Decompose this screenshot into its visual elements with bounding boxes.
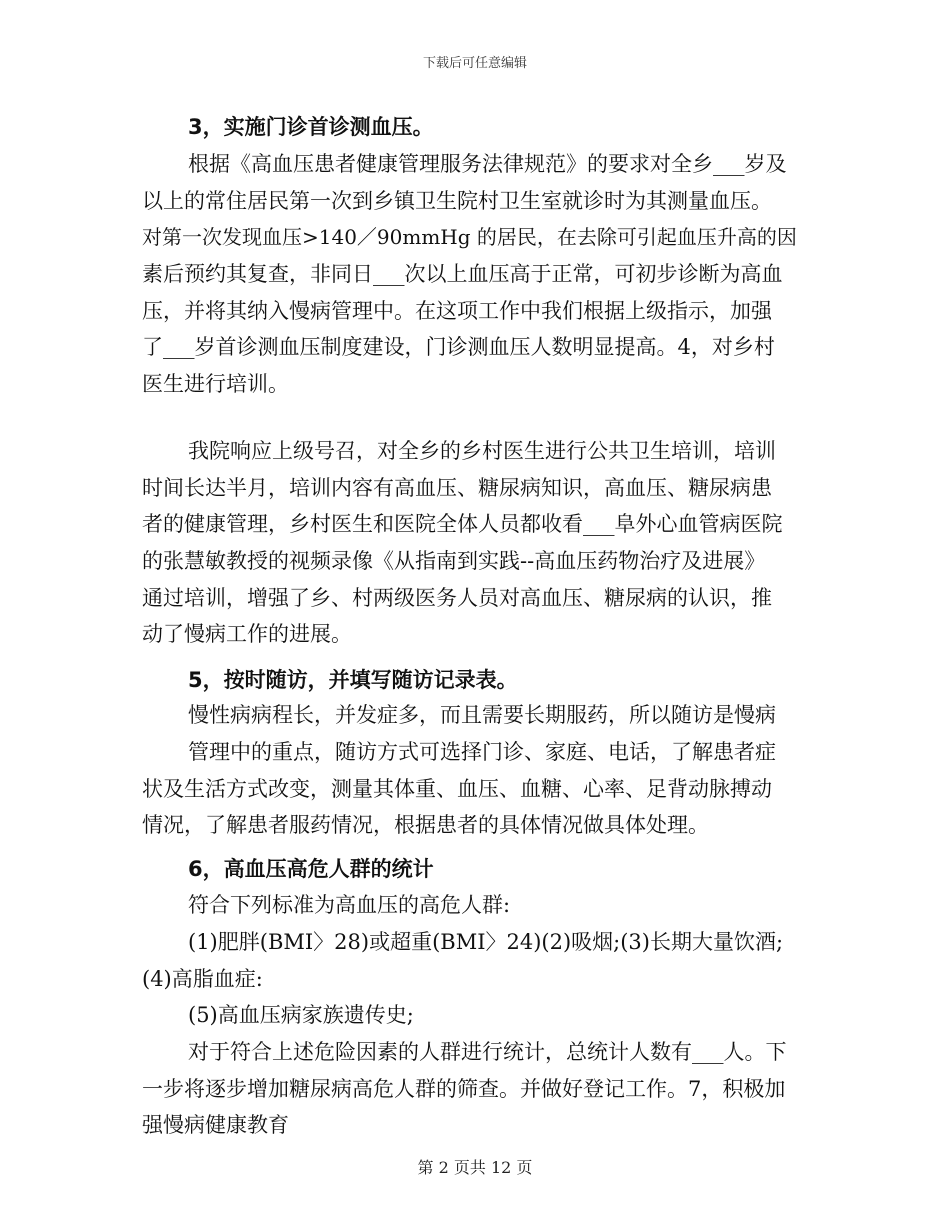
paragraph-line: 医生进行培训。: [142, 372, 289, 396]
paragraph-line: 以上的常住居民第一次到乡镇卫生院村卫生室就诊时为其测量血压。: [142, 189, 772, 213]
page-header: 下载后可任意编辑: [422, 56, 527, 71]
section-heading-5: 5，按时随访，并填写随访记录表。: [188, 668, 518, 692]
paragraph-line: (1)肥胖(BMI〉28)或超重(BMI〉24)(2)吸烟;(3)长期大量饮酒;: [188, 930, 784, 954]
paragraph-line: 符合下列标准为高血压的高危人群:: [188, 893, 511, 917]
paragraph-line: 管理中的重点，随访方式可选择门诊、家庭、电话，了解患者症: [188, 740, 776, 764]
paragraph-line: 我院响应上级号召，对全乡的乡村医生进行公共卫生培训，培训: [188, 439, 776, 463]
paragraph-line: 状及生活方式改变，测量其体重、血压、血糖、心率、足背动脉搏动: [142, 777, 772, 801]
paragraph-line: 了___岁首诊测血压制度建设，门诊测血压人数明显提高。4，对乡村: [142, 335, 775, 359]
page-footer: 第 2 页共 12 页: [417, 1158, 533, 1177]
paragraph-line: 动了慢病工作的进展。: [142, 622, 352, 646]
paragraph-line: 对第一次发现血压>140／90mmHg 的居民，在去除可引起血压升高的因: [142, 225, 797, 249]
paragraph-line: 素后预约其复查，非同日___次以上血压高于正常，可初步诊断为高血: [142, 262, 783, 286]
section-heading-6: 6，高血压高危人群的统计: [188, 857, 434, 881]
paragraph-line: 一步将逐步增加糖尿病高危人群的筛查。并做好登记工作。7，积极加: [142, 1077, 786, 1101]
paragraph-line: 强慢病健康教育: [142, 1113, 289, 1137]
paragraph-line: 压，并将其纳入慢病管理中。在这项工作中我们根据上级指示，加强: [142, 299, 772, 323]
paragraph-line: (4)高脂血症:: [142, 967, 263, 991]
paragraph-line: (5)高血压病家族遗传史;: [188, 1003, 414, 1027]
paragraph-line: 的张慧敏教授的视频录像《从指南到实践--高血压药物治疗及进展》: [142, 549, 766, 573]
paragraph-line: 通过培训，增强了乡、村两级医务人员对高血压、糖尿病的认识，推: [142, 586, 772, 610]
paragraph-line: 情况，了解患者服药情况，根据患者的具体情况做具体处理。: [142, 813, 709, 837]
paragraph-line: 慢性病病程长，并发症多，而且需要长期服药，所以随访是慢病: [188, 703, 776, 727]
section-heading-3: 3，实施门诊首诊测血压。: [188, 115, 434, 139]
paragraph-line: 者的健康管理，乡村医生和医院全体人员都收看___阜外心血管病医院: [142, 512, 783, 536]
paragraph-line: 对于符合上述危险因素的人群进行统计，总统计人数有___人。下: [188, 1040, 787, 1064]
paragraph-line: 根据《高血压患者健康管理服务法律规范》的要求对全乡___岁及: [188, 152, 787, 176]
paragraph-line: 时间长达半月，培训内容有高血压、糖尿病知识，高血压、糖尿病患: [142, 476, 772, 500]
